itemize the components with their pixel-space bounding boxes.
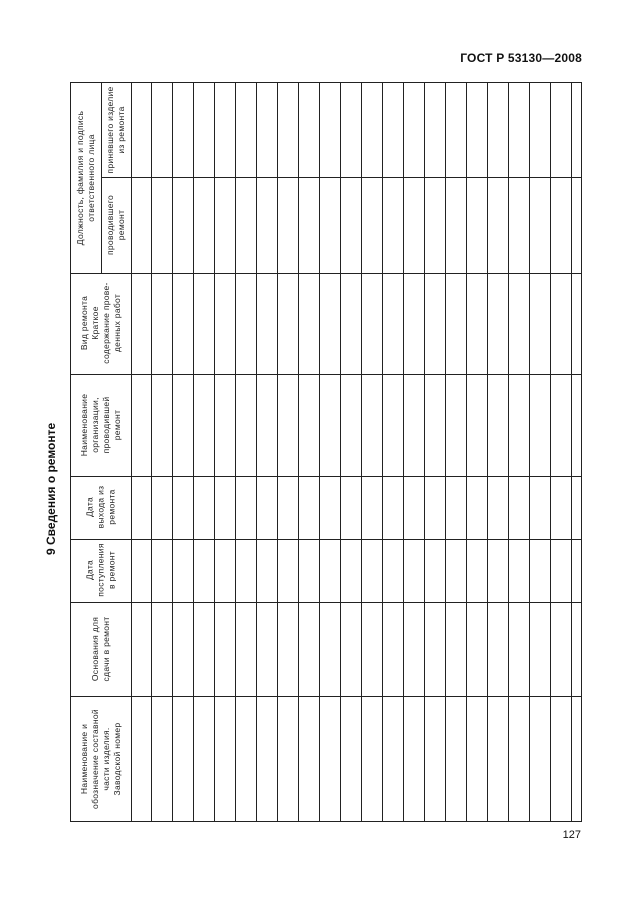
record-row-line — [193, 83, 194, 821]
header-responsible-person: Должность, фамилия и подпись ответственного лица — [75, 110, 96, 246]
column-separator — [71, 476, 581, 477]
subheader-conducting: проводившего ремонт — [105, 194, 126, 256]
record-row-line — [151, 83, 152, 821]
column-separator — [71, 273, 581, 274]
record-row-line — [424, 83, 425, 821]
page-number: 127 — [562, 829, 581, 841]
record-row-line — [319, 83, 320, 821]
record-row-line — [508, 83, 509, 821]
record-row-line — [277, 83, 278, 821]
record-row-line — [529, 83, 530, 821]
column-separator — [71, 539, 581, 540]
record-row-line — [298, 83, 299, 821]
header-date-out: Дата выхода из ремонта — [84, 485, 117, 529]
column-separator — [71, 696, 581, 697]
record-row-line — [403, 83, 404, 821]
section-title: 9 Сведения о ремонте — [44, 422, 58, 555]
record-row-line — [340, 83, 341, 821]
document-code: ГОСТ Р 53130—2008 — [460, 51, 582, 65]
header-date-in: Дата поступления в ремонт — [84, 543, 117, 597]
header-divider — [131, 83, 132, 821]
header-basis: Основания для сдачи в ремонт — [90, 616, 111, 682]
record-row-line — [487, 83, 488, 821]
subheader-divider — [101, 83, 102, 273]
record-row-line — [382, 83, 383, 821]
record-row-line — [550, 83, 551, 821]
record-row-line — [361, 83, 362, 821]
repair-records-table — [70, 82, 582, 822]
record-row-line — [235, 83, 236, 821]
column-separator — [71, 374, 581, 375]
record-row-line — [445, 83, 446, 821]
record-row-line — [571, 83, 572, 821]
record-row-line — [256, 83, 257, 821]
column-separator — [101, 177, 581, 178]
record-row-line — [172, 83, 173, 821]
record-row-line — [466, 83, 467, 821]
subheader-accepting: принявшего изделие из ремонта — [105, 86, 126, 174]
header-name: Наименование и обозначение составной части изделия. Заводской номер — [79, 709, 122, 809]
header-organization: Наименование организации, проводившей ремонт — [79, 393, 122, 457]
record-row-line — [214, 83, 215, 821]
column-separator — [71, 602, 581, 603]
header-repair-type: Вид ремонта Краткое содержание прове- денных работ — [79, 282, 122, 364]
